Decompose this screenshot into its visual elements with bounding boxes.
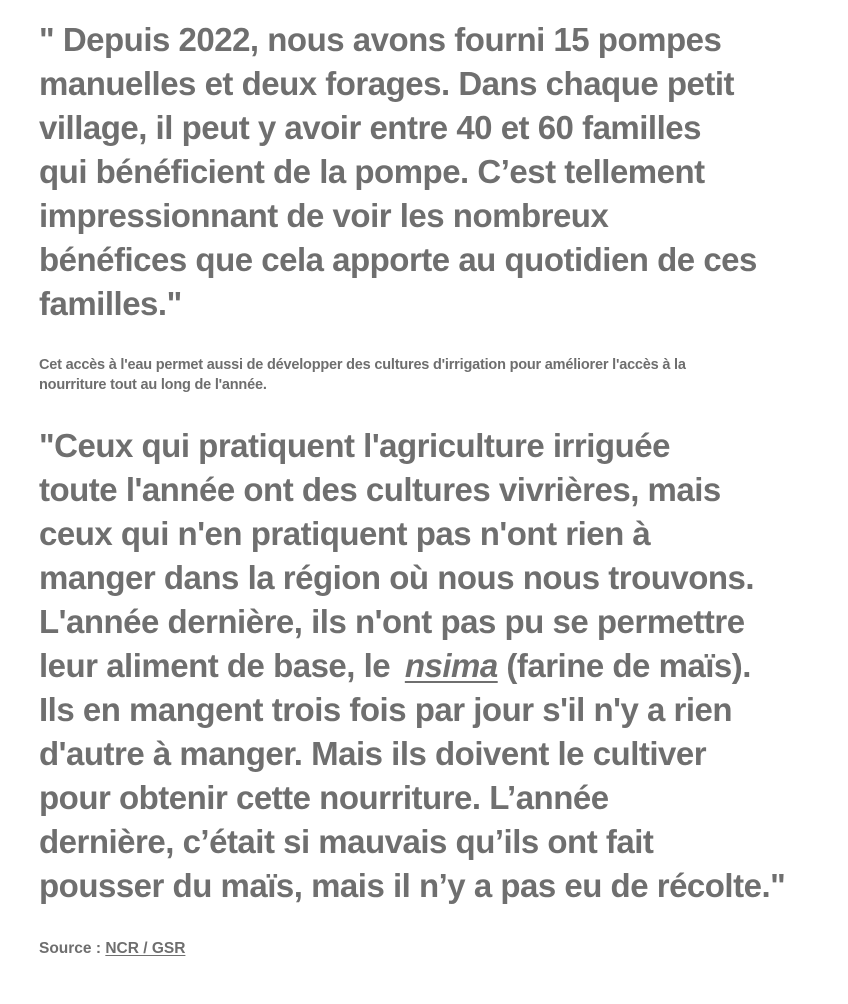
source-link[interactable]: NCR / GSR bbox=[105, 940, 186, 957]
quote-2-line: toute l'année ont des cultures vivrières, mais bbox=[39, 471, 721, 508]
source-credit bbox=[39, 939, 819, 959]
quote-2-line: ceux qui n'en pratiquent pas n'ont rien à bbox=[39, 515, 651, 552]
article-content bbox=[39, 18, 819, 959]
quote-1-line: impressionnant de voir les nombreux bbox=[39, 197, 609, 234]
quote-block-1 bbox=[39, 18, 819, 326]
quote-1-line: " Depuis 2022, nous avons fourni 15 pompes bbox=[39, 21, 722, 58]
quote-2-line-6-after: (farine de maïs). bbox=[497, 647, 751, 684]
quote-2-line: L'année dernière, ils n'ont pas pu se permettre bbox=[39, 603, 745, 640]
quote-2-line: manger dans la région où nous nous trouvons. bbox=[39, 559, 755, 596]
quote-1-line: manuelles et deux forages. Dans chaque petit bbox=[39, 65, 735, 102]
caption-paragraph bbox=[39, 355, 819, 395]
quote-2-line: "Ceux qui pratiquent l'agriculture irriguée bbox=[39, 427, 670, 464]
nsima-term-link[interactable]: nsima bbox=[404, 647, 498, 684]
quote-block-2 bbox=[39, 424, 819, 908]
quote-2-line: Ils en mangent trois fois par jour s'il n'y a rien bbox=[39, 691, 733, 728]
quote-1-line: village, il peut y avoir entre 40 et 60 familles bbox=[39, 109, 701, 146]
caption-line: Cet accès à l'eau permet aussi de développer des cultures d'irrigation pour améliorer l'accès à la bbox=[39, 357, 686, 373]
quote-2-line-6-before: leur aliment de base, le bbox=[39, 647, 399, 684]
quote-1-line: familles." bbox=[39, 285, 182, 322]
quote-2-line: d'autre à manger. Mais ils doivent le cultiver bbox=[39, 735, 707, 772]
source-label: Source : bbox=[39, 940, 106, 957]
quote-2-line: dernière, c’était si mauvais qu’ils ont fait bbox=[39, 823, 654, 860]
quote-2-line-with-term bbox=[39, 644, 819, 688]
quote-2-line: pousser du maïs, mais il n’y a pas eu de récolte." bbox=[39, 867, 786, 904]
caption-line: nourriture tout au long de l'année. bbox=[39, 377, 267, 393]
quote-1-line: bénéfices que cela apporte au quotidien de ces bbox=[39, 241, 757, 278]
quote-2-line: pour obtenir cette nourriture. L’année bbox=[39, 779, 609, 816]
quote-1-line: qui bénéficient de la pompe. C’est tellement bbox=[39, 153, 705, 190]
